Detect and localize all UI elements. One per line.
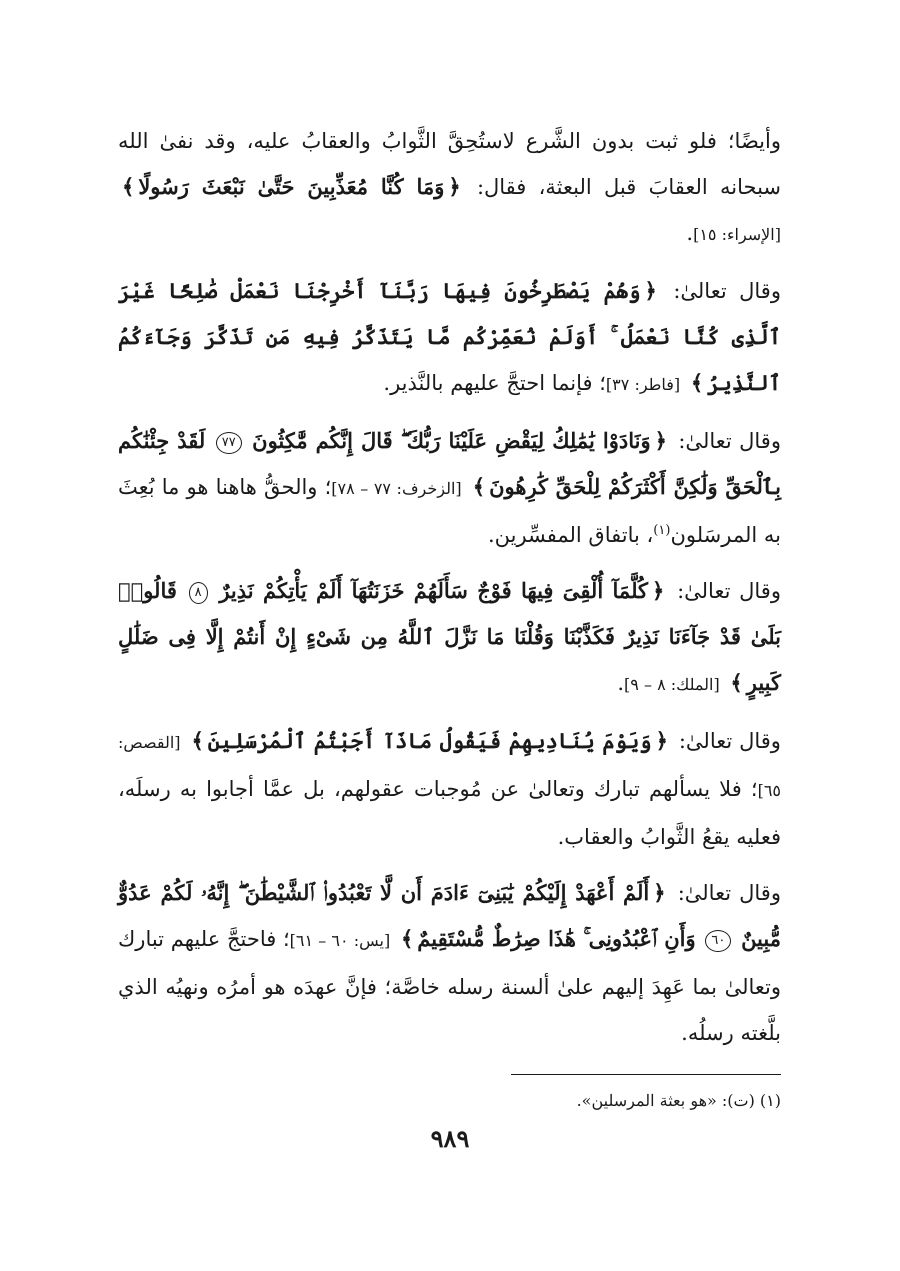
ayah-number-marker: ٧٧	[216, 432, 242, 454]
verse-reference: [الملك: ٨ – ٩]	[624, 675, 720, 694]
quran-close-bracket: ﴾	[400, 926, 414, 951]
paragraph-1	[118, 118, 781, 258]
main-text	[118, 118, 781, 1066]
quran-close-bracket: ﴾	[191, 728, 204, 753]
paragraph-text: وقال تعالىٰ:	[677, 579, 781, 603]
paragraph-text: ، باتفاق المفسِّرين.	[487, 523, 654, 547]
quran-open-bracket: ﴿	[655, 728, 668, 753]
paragraph-text: ؛ فاحتجَّ عليهم تبارك وتعالىٰ بما عَهِدَ إليهم علىٰ ألسنة رسله خاصَّة؛ فإنَّ عهدَه هو أمرُه ونهيُه الذي بلَّغته رسلُه.	[118, 927, 781, 1045]
verse-reference: [الإسراء: ١٥]	[693, 225, 781, 244]
footnote-divider	[511, 1074, 781, 1075]
quran-close-bracket: ﴾	[472, 474, 486, 499]
paragraph-3	[118, 418, 781, 558]
quran-close-bracket: ﴾	[690, 370, 704, 395]
page-number: ٩٨٩	[430, 1124, 470, 1153]
ayah-number-marker: ٨	[189, 582, 208, 604]
verse-reference: [فاطر: ٣٧]	[605, 375, 681, 394]
quran-close-bracket: ﴾	[730, 670, 743, 695]
paragraph-5	[118, 718, 781, 860]
quran-verse: وَهُمْ يَصْطَرِخُونَ فِيهَا رَبَّنَآ أَخْرِجْنَا نَعْمَلْ صَٰلِحًا غَيْرَ ٱلَّذِى كُنَّا نَعْمَلُ ۚ أَوَلَمْ نُعَمِّرْكُم مَّا يَتَذَكَّرُ فِيهِ مَن تَذَكَّرَ وَجَآءَكُمُ ٱلنَّذِيرُ	[118, 278, 781, 395]
verse-reference: [القصص: ٦٥]	[118, 733, 781, 800]
quran-open-bracket: ﴿	[654, 428, 667, 453]
paragraph-text: وأيضًا؛ فلو ثبت بدون الشَّرع لاستُحِقَّ الثَّوابُ والعقابُ عليه، وقد نفىٰ الله سبحانه العقابَ قبل البعثة، فقال:	[118, 129, 781, 199]
paragraph-text: .	[686, 221, 694, 245]
paragraph-text: وقال تعالىٰ:	[678, 729, 781, 753]
quran-verse: وَأَنِ ٱعْبُدُونِى ۚ هَٰذَا صِرَٰطٌ مُّسْتَقِيمٌ	[417, 926, 696, 951]
footnote: (١) (ت): «هو بعثة المرسلين».	[576, 1091, 781, 1110]
paragraph-text: وقال تعالىٰ:	[678, 429, 781, 453]
quran-verse: لَقَدْ جِئْنَٰكُم بِٱلْحَقِّ وَلَٰكِنَّ أَكْثَرَكُمْ لِلْحَقِّ كَٰرِهُونَ	[118, 428, 782, 499]
quran-verse: أَلَمْ أَعْهَدْ إِلَيْكُمْ يَٰبَنِىٓ ءَادَمَ أَن لَّا تَعْبُدُوا۟ ٱلشَّيْطَٰنَ ۖ إِنَّهُۥ لَكُمْ عَدُوٌّ مُّبِينٌ	[118, 880, 781, 951]
quran-open-bracket: ﴿	[448, 174, 461, 199]
verse-reference: [الزخرف: ٧٧ – ٧٨]	[331, 479, 462, 498]
footnote-marker[interactable]: (١)	[653, 523, 671, 538]
verse-reference: [يس: ٦٠ – ٦١]	[289, 931, 391, 950]
paragraph-text: ؛ فإنما احتجَّ عليهم بالنَّذير.	[383, 371, 606, 395]
paragraph-text: .	[617, 671, 625, 695]
quran-open-bracket: ﴿	[652, 578, 665, 603]
quran-open-bracket: ﴿	[653, 880, 666, 905]
paragraph-text: وقال تعالىٰ:	[677, 881, 781, 905]
ayah-number-marker: ٦٠	[705, 930, 731, 952]
paragraph-text: ؛ والحقُّ هاهنا هو ما بُعِثَ به المرسَلون	[118, 475, 781, 547]
quran-verse: كُلَّمَآ أُلْقِىَ فِيهَا فَوْجٌ سَأَلَهُمْ خَزَنَتُهَآ أَلَمْ يَأْتِكُمْ نَذِيرٌ	[219, 578, 649, 603]
quran-verse: وَمَا كُنَّا مُعَذِّبِينَ حَتَّىٰ نَبْعَثَ رَسُولًا	[138, 174, 445, 199]
quran-verse: وَنَادَوْا يَٰمَٰلِكُ لِيَقْضِ عَلَيْنَا رَبُّكَ ۖ قَالَ إِنَّكُم مَّٰكِثُونَ	[252, 428, 651, 453]
quran-open-bracket: ﴿	[644, 278, 657, 303]
paragraph-6	[118, 870, 781, 1056]
paragraph-2	[118, 268, 781, 408]
quran-verse: قَالُوا۟ بَلَىٰ قَدْ جَآءَنَا نَذِيرٌ فَكَذَّبْنَا وَقُلْنَا مَا نَزَّلَ ٱللَّهُ مِن شَىْءٍ إِنْ أَنتُمْ إِلَّا فِى ضَلَٰلٍ كَبِيرٍ	[118, 578, 781, 695]
quran-verse: وَيَوْمَ يُنَادِيهِمْ فَيَقُولُ مَاذَآ أَجَبْتُمُ ٱلْمُرْسَلِينَ	[207, 728, 652, 753]
paragraph-text: وقال تعالىٰ:	[673, 279, 781, 303]
paragraph-text: ؛ فلا يسألهم تبارك وتعالىٰ عن مُوجبات عقولهم، بل عمَّا أجابوا به رسلَه، فعليه يقعُ الثَّوابُ والعقاب.	[118, 777, 781, 849]
paragraph-4	[118, 568, 781, 708]
quran-close-bracket: ﴾	[122, 174, 135, 199]
